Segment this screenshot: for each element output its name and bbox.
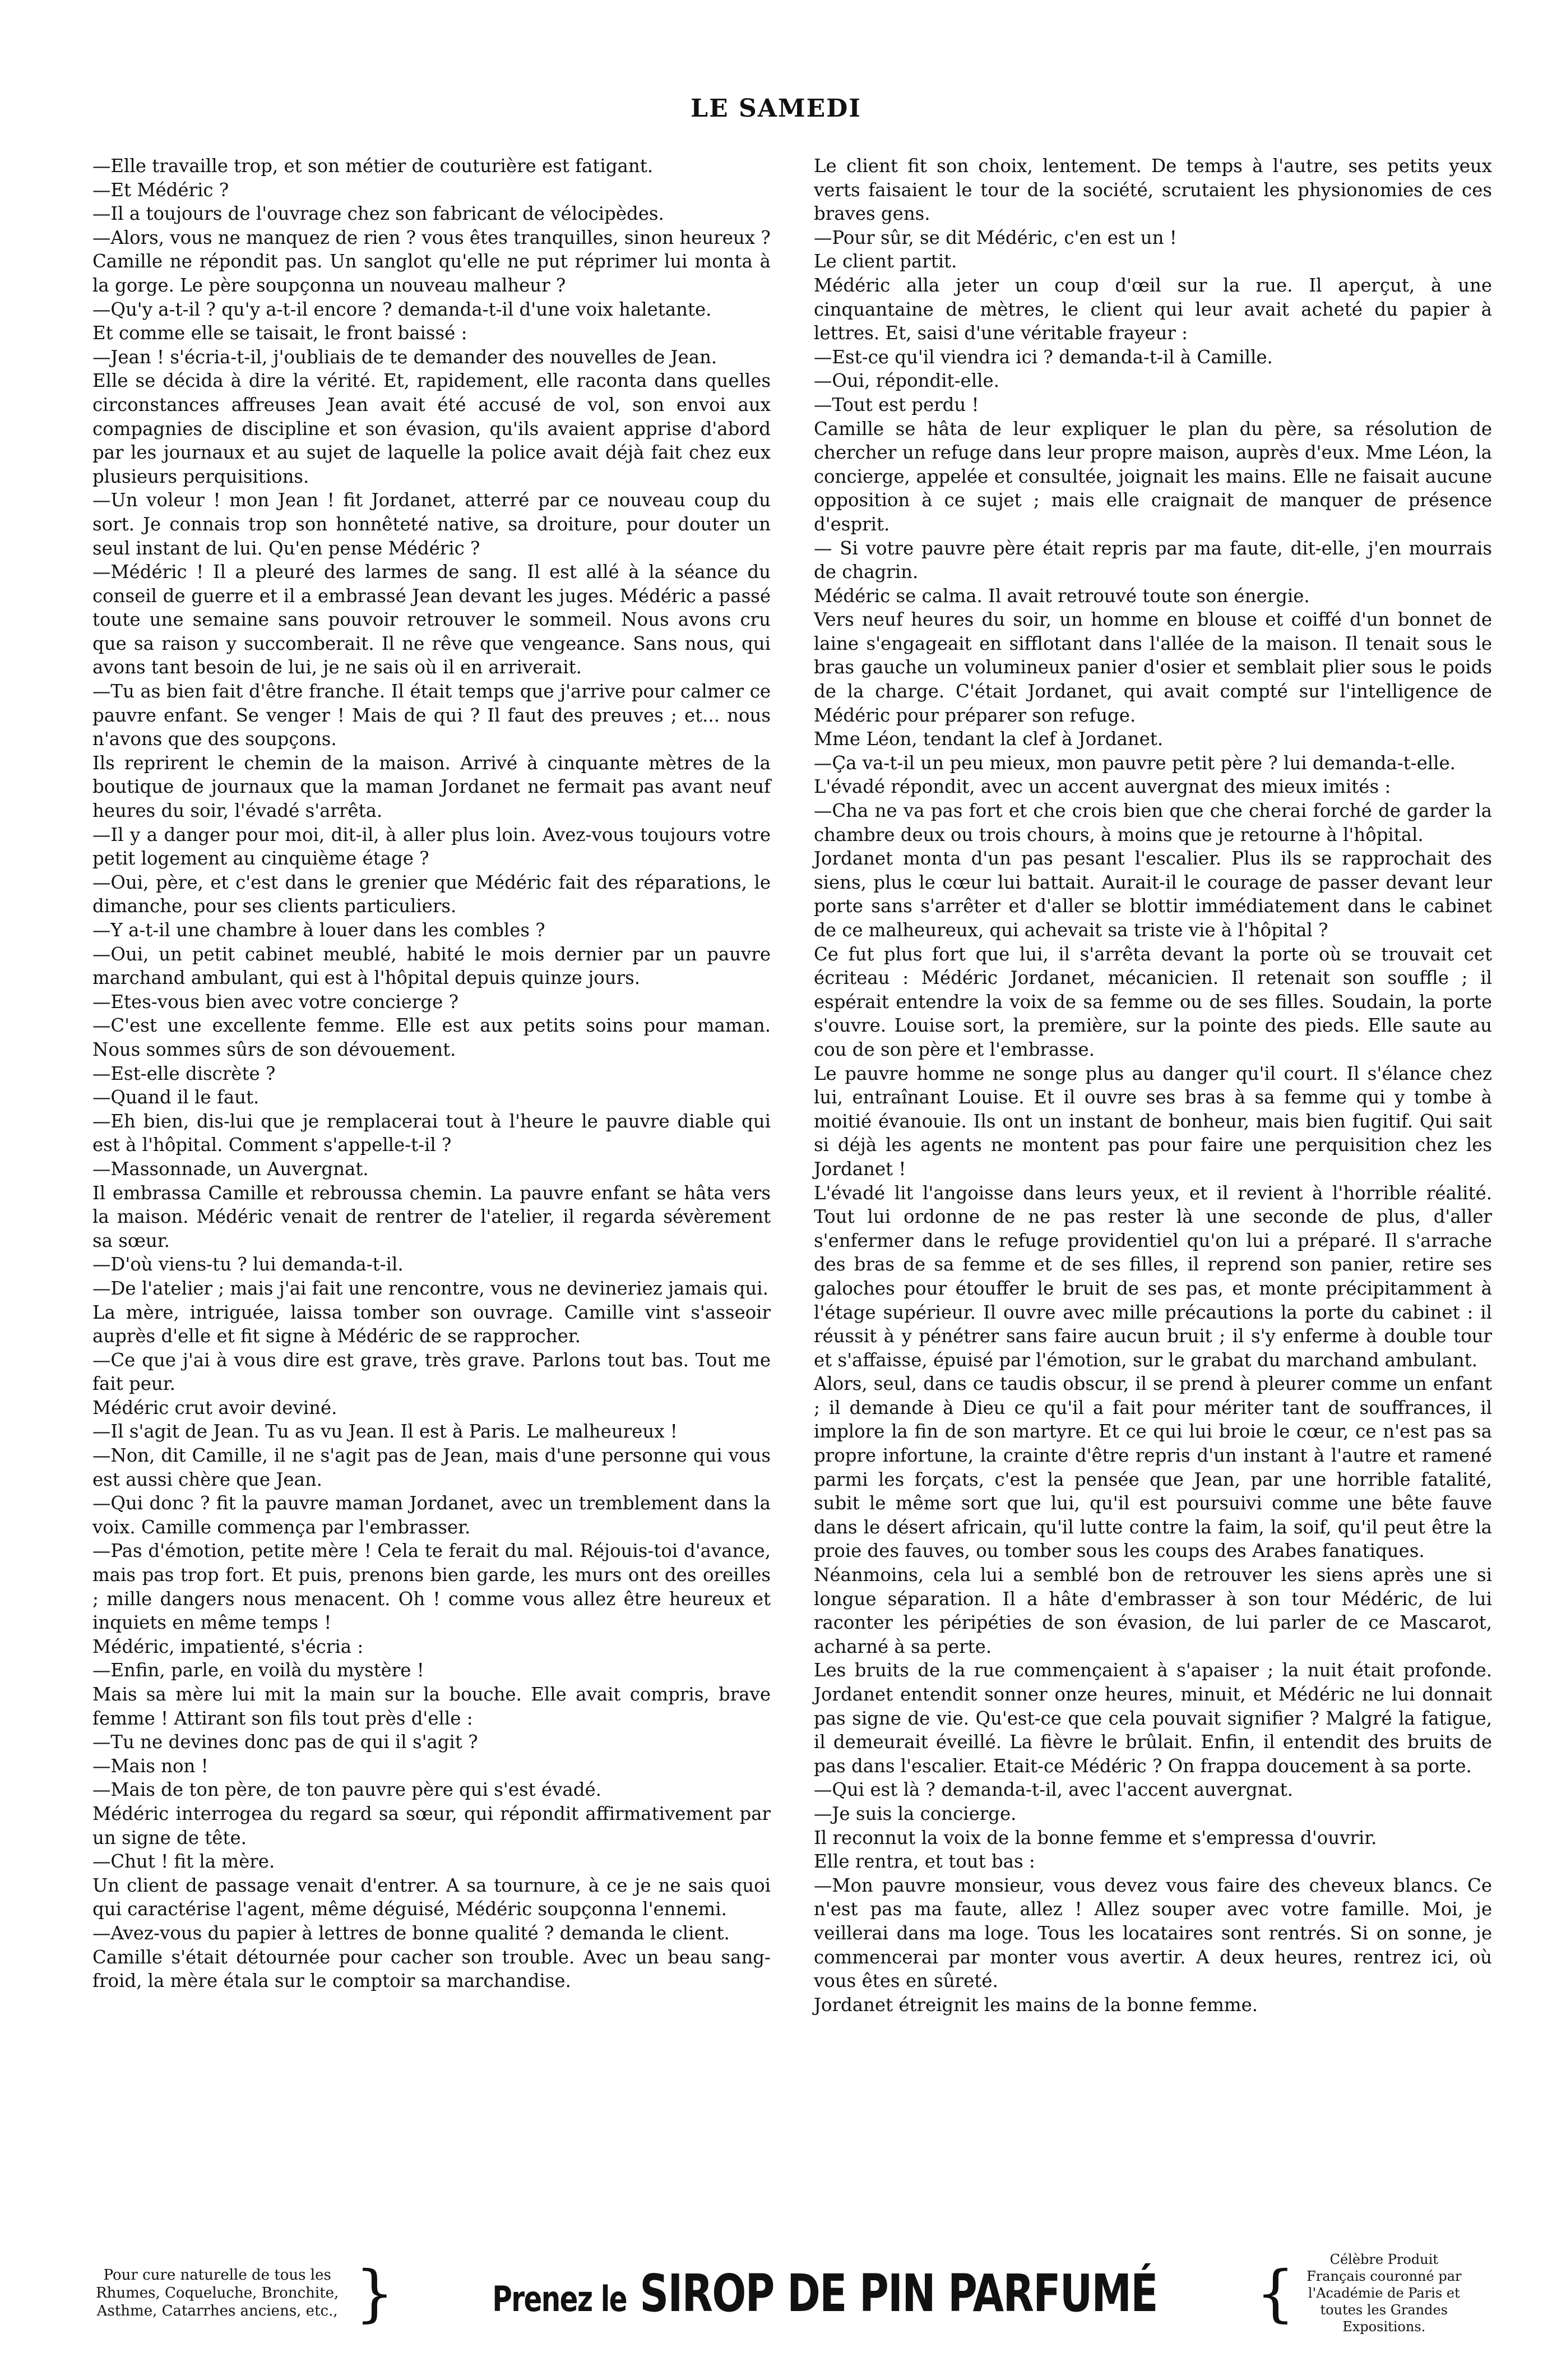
paragraph: Médéric interrogea du regard sa sœur, qui répondit affirmativement par un signe de tête.	[92, 1803, 771, 1848]
paragraph: —Elle travaille trop, et son métier de couturière est fatigant.	[92, 155, 654, 177]
paragraph: —Tu ne devines donc pas de qui il s'agit ?	[92, 1731, 478, 1753]
paragraph: —De l'atelier ; mais j'ai fait une rencontre, vous ne devineriez jamais qui.	[92, 1277, 768, 1299]
paragraph: —Oui, un petit cabinet meublé, habité le mois dernier par un pauvre marchand ambulant, qui est à l'hôpital depuis quinze jours.	[92, 943, 771, 989]
paragraph: —Je suis la concierge.	[814, 1803, 1017, 1824]
paragraph: —Quand il le faut.	[92, 1087, 260, 1108]
paragraph: —Qu'y a-t-il ? qu'y a-t-il encore ? demanda-t-il d'une voix haletante.	[92, 298, 712, 320]
paragraph: —Avez-vous du papier à lettres de bonne qualité ? demanda le client.	[92, 1922, 730, 1944]
paragraph: Elle rentra, et tout bas :	[814, 1851, 1035, 1873]
ad-product-name: SIROP DE PIN PARFUMÉ	[640, 2263, 1158, 2323]
paragraph: —Etes-vous bien avec votre concierge ?	[92, 991, 458, 1013]
ad-prenez-text: Prenez le	[492, 2278, 627, 2319]
paragraph: Et comme elle se taisait, le front baissé :	[92, 322, 467, 344]
paragraph: La mère, intriguée, laissa tomber son ouvrage. Camille vint s'asseoir auprès d'elle et fit signe à Médéric de se rapprocher.	[92, 1301, 771, 1347]
paragraph: Vers neuf heures du soir, un homme en blouse et coiffé d'un bonnet de laine s'engageait en sifflotant dans l'allée de la maison. Il tenait sous le bras gauche un volumineux panier d'osier et semblait plier sous le poids de la charge. C'était Jordanet, qui avait compté sur l'intelligence de Médéric pour préparer son refuge.	[814, 609, 1492, 726]
paragraph: —Eh bien, dis-lui que je remplacerai tout à l'heure le pauvre diable qui est à l'hôpital. Comment s'appelle-t-il ?	[92, 1110, 771, 1156]
paragraph: Un client de passage venait d'entrer. A sa tournure, à ce je ne sais quoi qui caractérise l'agent, même déguisé, Médéric soupçonna l'ennemi.	[92, 1874, 771, 1920]
paragraph: —Il s'agit de Jean. Tu as vu Jean. Il est à Paris. Le malheureux !	[92, 1421, 678, 1443]
paragraph: —C'est une excellente femme. Elle est aux petits soins pour maman. Nous sommes sûrs de son dévouement.	[92, 1015, 771, 1060]
advertisement-banner	[84, 2248, 1468, 2338]
paragraph: Les bruits de la rue commençaient à s'apaiser ; la nuit était profonde. Jordanet entendit sonner onze heures, minuit, et Médéric ne lui donnait pas signe de vie. Qu'est-ce que cela pouvait signifier ? Malgré la fatigue, il demeurait éveillé. La fièvre le brûlait. Enfin, il entendit des bruits de pas dans l'escalier. Etait-ce Médéric ? On frappa doucement à sa porte.	[814, 1660, 1492, 1777]
page-header: LE SAMEDI	[691, 94, 861, 123]
paragraph: —Ça va-t-il un peu mieux, mon pauvre petit père ? lui demanda-t-elle.	[814, 752, 1456, 774]
paragraph: —Mais de ton père, de ton pauvre père qui s'est évadé.	[92, 1779, 601, 1801]
paragraph: Néanmoins, cela lui a semblé bon de retrouver les siens après une si longue séparation. Il a hâte d'embrasser à son tour Médéric, de lui raconter les péripéties de son évasion, de lui parler de ce Mascarot, acharné à sa perte.	[814, 1564, 1492, 1657]
paragraph: L'évadé lit l'angoisse dans leurs yeux, et il revient à l'horrible réalité. Tout lui ordonne de ne pas rester là une seconde de plus, d'aller s'enfermer dans le refuge providentiel qu'on lui a préparé. Il s'arrache des bras de sa femme et de ses filles, il reprend son panier, retire ses galoches pour étouffer le bruit de ses pas, et monte précipitamment à l'étage supérieur. Il ouvre avec mille précautions la porte du cabinet : il réussit à y pénétrer sans faire aucun bruit ; il s'y enferme à double tour et s'affaisse, épuisé par l'émotion, sur le grabat du marchand ambulant.	[814, 1182, 1492, 1371]
paragraph: —Chut ! fit la mère.	[92, 1851, 275, 1873]
paragraph: —Est-elle discrète ?	[92, 1062, 276, 1084]
paragraph: —Pas d'émotion, petite mère ! Cela te ferait du mal. Réjouis-toi d'avance, mais pas trop fort. Et puis, prenons bien garde, les murs ont des oreilles ; mille dangers nous menacent. Oh ! comme vous allez être heureux et inquiets en même temps !	[92, 1540, 771, 1634]
paragraph: —Qui est là ? demanda-t-il, avec l'accent auvergnat.	[814, 1779, 1293, 1801]
paragraph: Il reconnut la voix de la bonne femme et s'empressa d'ouvrir.	[814, 1827, 1377, 1848]
paragraph: — Si votre pauvre père était repris par ma faute, dit-elle, j'en mourrais de chagrin.	[814, 537, 1492, 583]
ad-right-text: Célèbre Produit Français couronné par l'Académie de Paris et toutes les Grandes Expositions.	[1307, 2252, 1462, 2335]
paragraph: —Ce que j'ai à vous dire est grave, très grave. Parlons tout bas. Tout me fait peur.	[92, 1349, 771, 1395]
paragraph: Mme Léon, tendant la clef à Jordanet.	[814, 728, 1164, 750]
paragraph: —Qui donc ? fit la pauvre maman Jordanet, avec un tremblement dans la voix. Camille commença par l'embrasser.	[92, 1492, 771, 1538]
paragraph: —Mais non !	[92, 1755, 209, 1777]
paragraph: —Cha ne va pas fort et che crois bien que che cherai forché de garder la chambre deux ou trois chours, à moins que je retourne à l'hôpital.	[814, 800, 1492, 845]
paragraph: L'évadé répondit, avec un accent auvergnat des mieux imités :	[814, 776, 1391, 798]
paragraph: Médéric, impatienté, s'écria :	[92, 1635, 364, 1657]
paragraph: Camille ne répondit pas. Un sanglot qu'elle ne put réprimer lui monta à la gorge. Le père soupçonna un nouveau malheur ?	[92, 251, 771, 296]
paragraph: —Il a toujours de l'ouvrage chez son fabricant de vélocipèdes.	[92, 203, 664, 225]
paragraph: —Pour sûr, se dit Médéric, c'en est un !	[814, 227, 1177, 248]
paragraph: Ce fut plus fort que lui, il s'arrêta devant la porte où se trouvait cet écriteau : Médéric Jordanet, mécanicien. Il retenait son souffle ; il espérait entendre la voix de sa femme ou de ses filles. Soudain, la porte s'ouvre. Louise sort, la première, sur la pointe des pieds. Elle saute au cou de son père et l'embrasse.	[814, 943, 1492, 1060]
paragraph: Le pauvre homme ne songe plus au danger qu'il court. Il s'élance chez lui, entraînant Louise. Et il ouvre ses bras à sa femme qui y tombe à moitié évanouie. Ils ont un instant de bonheur, mais bien fugitif. Qui sait si déjà les agents ne montent pas pour faire une perquisition chez les Jordanet !	[814, 1062, 1492, 1180]
paragraph: Il embrassa Camille et rebroussa chemin. La pauvre enfant se hâta vers la maison. Médéric venait de rentrer de l'atelier, il regarda sévèrement sa sœur.	[92, 1182, 771, 1251]
paragraph: —Non, dit Camille, il ne s'agit pas de Jean, mais d'une personne qui vous est aussi chère que Jean.	[92, 1445, 771, 1490]
paragraph: —Enfin, parle, en voilà du mystère !	[92, 1660, 424, 1681]
ad-left-text: Pour cure naturelle de tous les Rhumes, Coqueluche, Bronchite, Asthme, Catarrhes anciens, etc.,	[96, 2267, 339, 2319]
paragraph: —Il y a danger pour moi, dit-il, à aller plus loin. Avez-vous toujours votre petit logement au cinquième étage ?	[92, 824, 771, 870]
paragraph: Jordanet monta d'un pas pesant l'escalier. Plus ils se rapprochait des siens, plus le cœur lui battait. Aurait-il le courage de passer devant leur porte sans s'arrêter et d'aller se blottir immédiatement dans le cabinet de ce malheureux, qui achevait sa triste vie à l'hôpital ?	[814, 848, 1492, 941]
paragraph: Ils reprirent le chemin de la maison. Arrivé à cinquante mètres de la boutique de journaux que la maman Jordanet ne fermait pas avant neuf heures du soir, l'évadé s'arrêta.	[92, 752, 771, 822]
paragraph: —Tu as bien fait d'être franche. Il était temps que j'arrive pour calmer ce pauvre enfant. Se venger ! Mais de qui ? Il faut des preuves ; et... nous n'avons que des soupçons.	[92, 681, 771, 750]
paragraph: Médéric se calma. Il avait retrouvé toute son énergie.	[814, 585, 1310, 607]
paragraph: —Y a-t-il une chambre à louer dans les combles ?	[92, 919, 545, 941]
left-column	[92, 154, 771, 1993]
paragraph: —Oui, répondit-elle.	[814, 370, 999, 392]
paragraph: Médéric crut avoir deviné.	[92, 1397, 337, 1418]
paragraph: —Médéric ! Il a pleuré des larmes de sang. Il est allé à la séance du conseil de guerre et il a embrassé Jean devant les juges. Médéric a passé toute une semaine sans pouvoir retrouver le sommeil. Nous avons cru que sa raison y succomberait. Il ne rêve que vengeance. Sans nous, qui avons tant besoin de lui, je ne sais où il en arriverait.	[92, 561, 771, 678]
paragraph: Médéric alla jeter un coup d'œil sur la rue. Il aperçut, à une cinquantaine de mètres, le client qui leur avait acheté du papier à lettres. Et, saisi d'une véritable frayeur :	[814, 274, 1492, 344]
paragraph: Mais sa mère lui mit la main sur la bouche. Elle avait compris, brave femme ! Attirant son fils tout près d'elle :	[92, 1684, 771, 1729]
paragraph: —Oui, père, et c'est dans le grenier que Médéric fait des réparations, le dimanche, pour ses clients particuliers.	[92, 871, 771, 917]
paragraph: —Est-ce qu'il viendra ici ? demanda-t-il à Camille.	[814, 346, 1273, 368]
paragraph: Le client partit.	[814, 251, 957, 272]
paragraph: Camille s'était détournée pour cacher son trouble. Avec un beau sang-froid, la mère étala sur le comptoir sa marchandise.	[92, 1946, 771, 1992]
paragraph: —Tout est perdu !	[814, 394, 979, 415]
paragraph: Alors, seul, dans ce taudis obscur, il se prend à pleurer comme un enfant ; il demande à Dieu ce qu'il a fait pour mériter tant de souffrances, il implore la fin de son martyre. Et ce qui lui broie le cœur, ce n'est pas sa propre infortune, la crainte d'être repris d'un instant à l'autre et ramené parmi les forçats, c'est la pensée que Jean, par une horrible fatalité, subit le même sort que lui, qu'il est poursuivi comme une bête fauve dans le désert africain, qu'il lutte contre la faim, la soif, qu'il peut être la proie des fauves, ou tomber sous les coups des Arabes fanatiques.	[814, 1373, 1492, 1562]
paragraph: Le client fit son choix, lentement. De temps à l'autre, ses petits yeux verts faisaient le tour de la société, scrutaient les physionomies de ces braves gens.	[814, 155, 1492, 225]
paragraph: Camille se hâta de leur expliquer le plan du père, sa résolution de chercher un refuge dans leur propre maison, auprès d'eux. Mme Léon, la concierge, appelée et consultée, joignait les mains. Elle ne faisait aucune opposition à ce sujet ; mais elle craignait de manquer de présence d'esprit.	[814, 418, 1492, 535]
paragraph: —Jean ! s'écria-t-il, j'oubliais de te demander des nouvelles de Jean.	[92, 346, 717, 368]
paragraph: —Massonnade, un Auvergnat.	[92, 1158, 369, 1180]
brace-icon: {	[1256, 2257, 1295, 2329]
paragraph: —Alors, vous ne manquez de rien ? vous êtes tranquilles, sinon heureux ?	[92, 227, 771, 248]
right-column	[814, 154, 1492, 2017]
brace-icon: }	[355, 2257, 395, 2329]
paragraph: Jordanet étreignit les mains de la bonne femme.	[814, 1994, 1258, 2016]
paragraph: —D'où viens-tu ? lui demanda-t-il.	[92, 1254, 404, 1276]
paragraph: —Un voleur ! mon Jean ! fit Jordanet, atterré par ce nouveau coup du sort. Je connais trop son honnêteté native, sa droiture, pour douter un seul instant de lui. Qu'en pense Médéric ?	[92, 489, 771, 559]
paragraph: Elle se décida à dire la vérité. Et, rapidement, elle raconta dans quelles circonstances affreuses Jean avait été accusé de vol, son envoi aux compagnies de discipline et son évasion, qu'ils avaient apprise d'abord par les journaux et au sujet de laquelle la police avait déjà fait chez eux plusieurs perquisitions.	[92, 370, 771, 487]
paragraph: —Et Médéric ?	[92, 179, 229, 201]
ad-product	[493, 2263, 1158, 2323]
paragraph: —Mon pauvre monsieur, vous devez vous faire des cheveux blancs. Ce n'est pas ma faute, allez ! Allez souper avec votre famille. Moi, je veillerai dans ma loge. Tous les locataires sont rentrés. Si on sonne, je commencerai par monter vous avertir. A deux heures, rentrez ici, où vous êtes en sûreté.	[814, 1874, 1492, 1992]
